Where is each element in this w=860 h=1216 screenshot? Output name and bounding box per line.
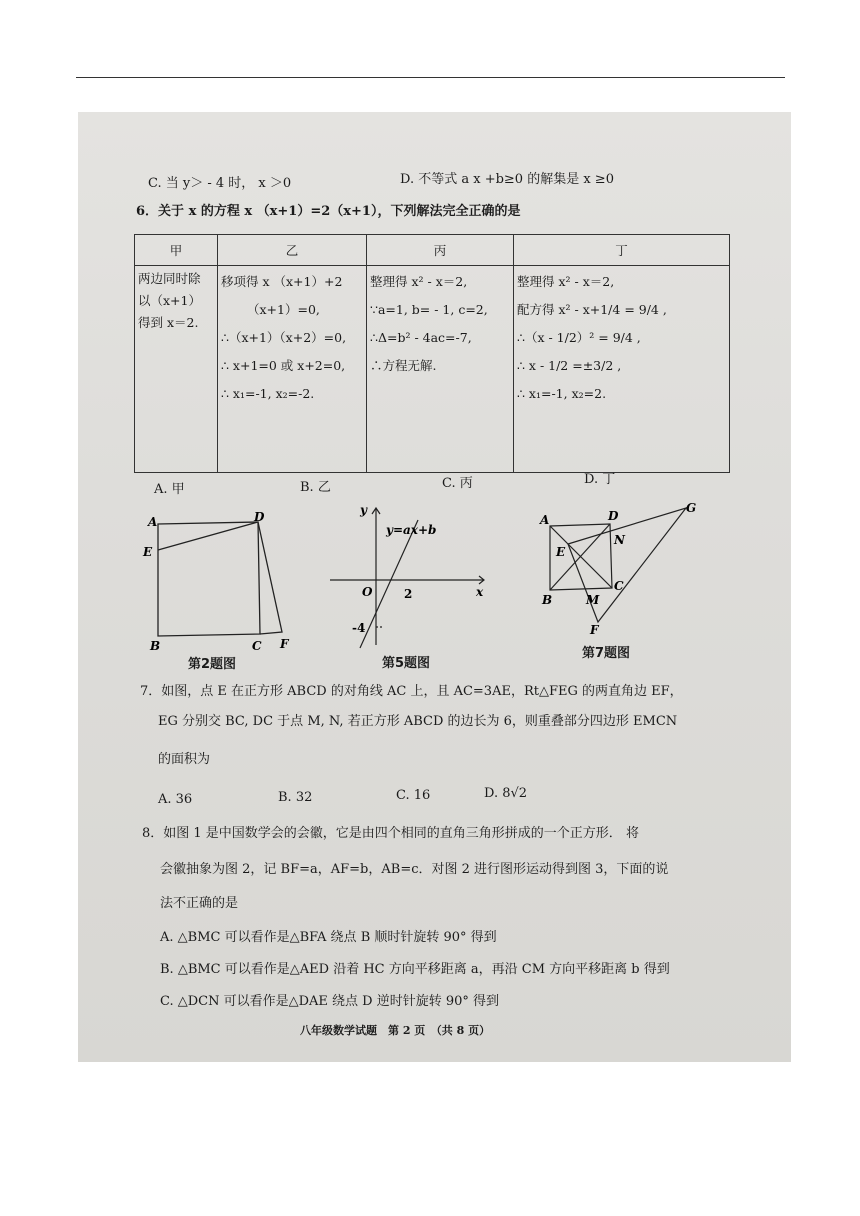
ding-line: 配方得 x² - x+1/4 = 9/4 , <box>517 302 667 317</box>
yi-line: （x+1）=0, <box>247 302 320 317</box>
header-jia: 甲 <box>135 235 218 266</box>
header-ding: 丁 <box>514 235 730 266</box>
ding-line: ∴（x - 1/2）² = 9/4 , <box>517 330 641 345</box>
q6-solutions-table <box>134 234 730 473</box>
q7-option-c: C. 16 <box>396 788 431 803</box>
q8-stem-line-1: 8．如图 1 是中国数学会的会徽，它是由四个相同的直角三角形拼成的一个正方形． 将 <box>142 826 639 841</box>
fig2-label-e: E <box>143 545 153 559</box>
jia-line: 以（x+1） <box>138 293 201 308</box>
yi-line: ∴（x+1）（x+2）=0, <box>221 330 347 345</box>
figure-5-line-graph <box>324 500 494 650</box>
fig7-label-b: B <box>542 593 553 607</box>
jia-line: 得到 x＝2. <box>138 315 199 330</box>
q7-option-b: B. 32 <box>278 790 313 805</box>
fig2-label-f: F <box>280 637 289 651</box>
fig5-label-o: O <box>362 585 373 599</box>
fig5-equation: y=ax+b <box>386 523 437 537</box>
fig2-label-a: A <box>148 515 158 529</box>
q7-stem-line-1: 7．如图，点 E 在正方形 ABCD 的对角线 AC 上，且 AC=3AE，Rt△FEG 的两直角边 EF， <box>140 684 683 699</box>
fig2-label-d: D <box>254 512 265 524</box>
q8-option-a: A. △BMC 可以看作是△BFA 绕点 B 顺时针旋转 90° 得到 <box>160 930 497 945</box>
q8-option-c: C. △DCN 可以看作是△DAE 绕点 D 逆时针旋转 90° 得到 <box>160 994 500 1009</box>
fig5-label-x: x <box>476 585 484 599</box>
fig7-label-m: M <box>586 593 600 607</box>
q7-option-d: D. 8√2 <box>484 786 528 801</box>
fig2-label-c: C <box>252 639 262 652</box>
yi-line: ∴ x₁=-1, x₂=-2. <box>221 386 315 401</box>
figure-2-caption: 第2题图 <box>188 657 237 672</box>
q6-option-b: B. 乙 <box>300 480 331 495</box>
page-top-rule <box>76 77 785 78</box>
q6-option-d: D. 丁 <box>584 472 616 487</box>
header-bing: 丙 <box>367 235 514 266</box>
fig7-label-e: E <box>556 545 566 559</box>
figure-7-caption: 第7题图 <box>582 646 631 661</box>
scanned-page-photo <box>78 112 791 1062</box>
fig7-label-g: G <box>686 501 697 515</box>
solution-jia <box>135 266 218 473</box>
q8-stem-line-3: 法不正确的是 <box>160 896 239 911</box>
solution-bing <box>367 266 514 473</box>
q7-stem-line-3: 的面积为 <box>158 752 211 767</box>
q5-option-d: D. 不等式 a x +b≥0 的解集是 x ≥0 <box>400 172 614 187</box>
fig2-label-b: B <box>150 639 161 652</box>
q7-option-a: A. 36 <box>158 792 193 807</box>
ding-line: ∴ x - 1/2 =±3/2 , <box>517 358 622 373</box>
figure-5-caption: 第5题图 <box>382 656 431 671</box>
bing-line: ∴方程无解. <box>370 358 437 373</box>
q7-stem-line-2: EG 分别交 BC, DC 于点 M, N, 若正方形 ABCD 的边长为 6，则重叠部分四边形 EMCN <box>158 714 678 729</box>
header-yi: 乙 <box>218 235 367 266</box>
q8-stem-line-2: 会徽抽象为图 2，记 BF=a，AF=b，AB=c．对图 2 进行图形运动得到图 3，下面的说 <box>160 862 669 877</box>
fig7-label-a: A <box>540 513 550 527</box>
jia-line: 两边同时除 <box>138 271 201 286</box>
bing-line: ∴Δ=b² - 4ac=-7, <box>370 330 472 345</box>
fig5-label-2: 2 <box>404 587 413 601</box>
q6-option-c: C. 丙 <box>442 476 473 491</box>
fig5-label-y: y <box>360 503 367 517</box>
ding-line: 整理得 x² - x＝2, <box>517 274 615 289</box>
ding-line: ∴ x₁=-1, x₂=2. <box>517 386 607 401</box>
bing-line: 整理得 x² - x＝2, <box>370 274 468 289</box>
solution-yi <box>218 266 367 473</box>
bing-line: ∵a=1, b= - 1, c=2, <box>370 302 488 317</box>
fig7-label-d: D <box>608 509 619 523</box>
figure-2-square <box>136 512 296 652</box>
fig7-label-c: C <box>614 579 624 593</box>
page-footer: 八年级数学试题 第 2 页 （共 8 页） <box>300 1024 491 1037</box>
yi-line: ∴ x+1=0 或 x+2=0, <box>221 358 346 373</box>
q6-option-a: A. 甲 <box>154 482 185 497</box>
yi-line: 移项得 x （x+1）+2 <box>221 274 343 289</box>
solution-ding <box>514 266 730 473</box>
fig7-label-f: F <box>590 623 599 637</box>
q6-stem: 6．关于 x 的方程 x （x+1）=2（x+1），下列解法完全正确的是 <box>136 204 521 219</box>
figure-7-square-triangle <box>538 498 718 638</box>
q5-option-c: C. 当 y＞ - 4 时， x ＞0 <box>148 176 292 191</box>
fig7-label-n: N <box>614 533 625 547</box>
fig5-label-minus4: -4 <box>352 621 366 635</box>
q8-option-b: B. △BMC 可以看作是△AED 沿着 HC 方向平移距离 a，再沿 CM 方向平移距离 b 得到 <box>160 962 670 977</box>
